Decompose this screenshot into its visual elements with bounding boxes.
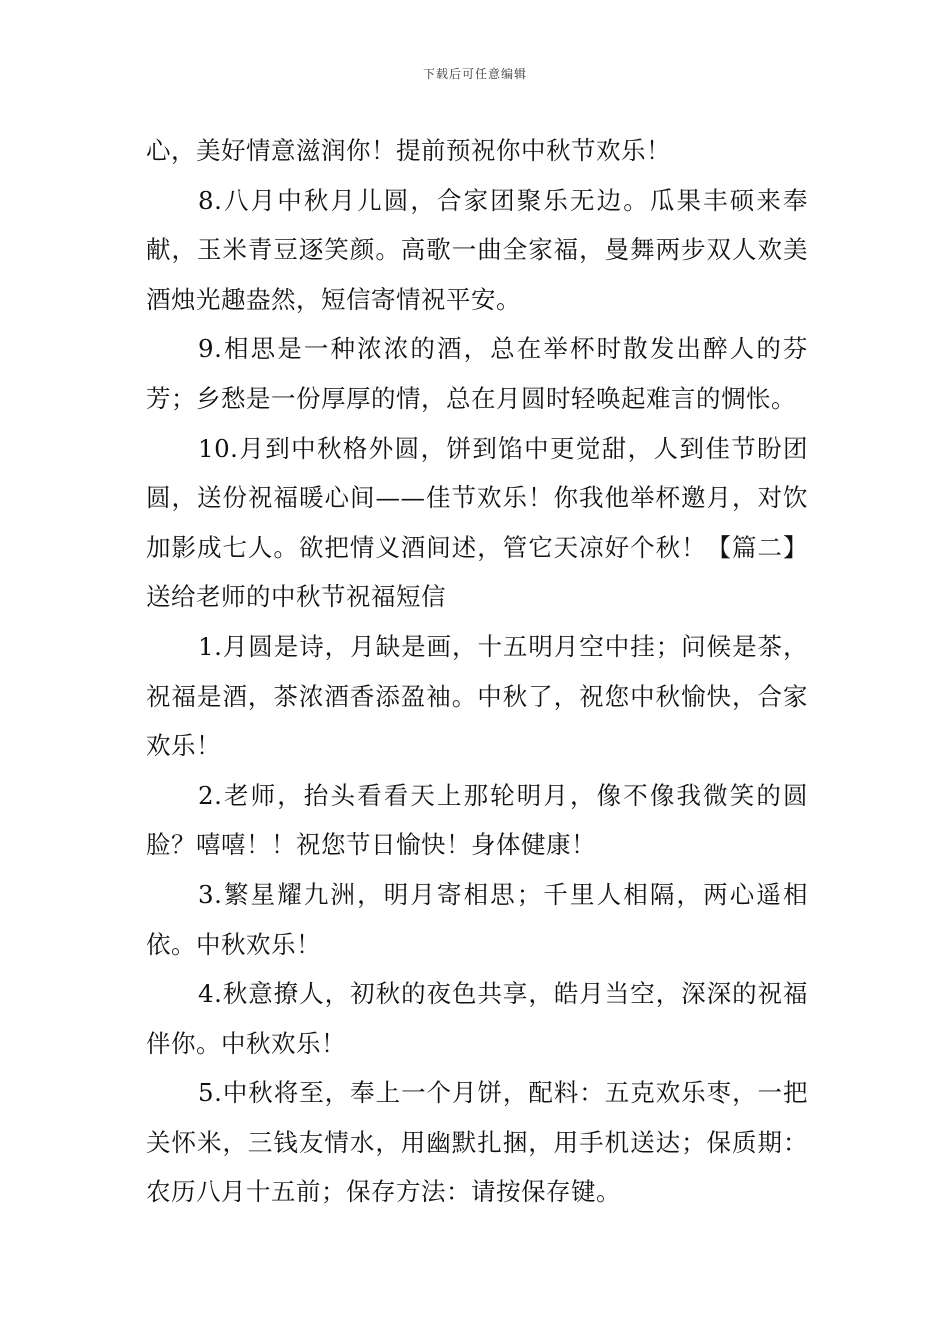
paragraph-item-8: 8.八月中秋月儿圆，合家团聚乐无边。瓜果丰硕来奉献，玉米青豆逐笑颜。高歌一曲全家福，曼舞两步双人欢美酒烛光趣盎然，短信寄情祝平安。 — [146, 185, 808, 314]
paragraph-teacher-item-3: 3.繁星耀九洲，明月寄相思；千里人相隔，两心遥相依。中秋欢乐！ — [146, 879, 808, 959]
paragraph-teacher-item-5: 5.中秋将至，奉上一个月饼，配料：五克欢乐枣，一把关怀米，三钱友情水，用幽默扎捆，用手机送达；保质期：农历八月十五前；保存方法：请按保存键。 — [146, 1078, 808, 1207]
paragraph-continuation: 心，美好情意滋润你！提前预祝你中秋节欢乐！ — [146, 136, 671, 165]
paragraph-teacher-item-2: 2.老师，抬头看看天上那轮明月，像不像我微笑的圆脸？嘻嘻！！祝您节日愉快！身体健康！ — [146, 780, 808, 860]
paragraph-item-9: 9.相思是一种浓浓的酒，总在举杯时散发出醉人的芬芳；乡愁是一份厚厚的情，总在月圆时轻唤起难言的惆怅。 — [146, 334, 808, 413]
paragraph-teacher-item-1: 1.月圆是诗，月缺是画，十五明月空中挂；问候是茶，祝福是酒，茶浓酒香添盈袖。中秋了，祝您中秋愉快，合家欢乐！ — [146, 631, 808, 761]
paragraph-teacher-item-4: 4.秋意撩人，初秋的夜色共享，皓月当空，深深的祝福伴你。中秋欢乐！ — [146, 979, 808, 1058]
document-body — [146, 126, 808, 1217]
paragraph-item-10: 10.月到中秋格外圆，饼到馅中更觉甜，人到佳节盼团圆，送份祝福暖心间——佳节欢乐！你我他举杯邀月，对饮加影成七人。欲把情义酒间述，管它天凉好个秋！【篇二】送给老师的中秋节祝福短信 — [146, 433, 808, 612]
page-header: 下载后可任意编辑 — [422, 67, 527, 81]
